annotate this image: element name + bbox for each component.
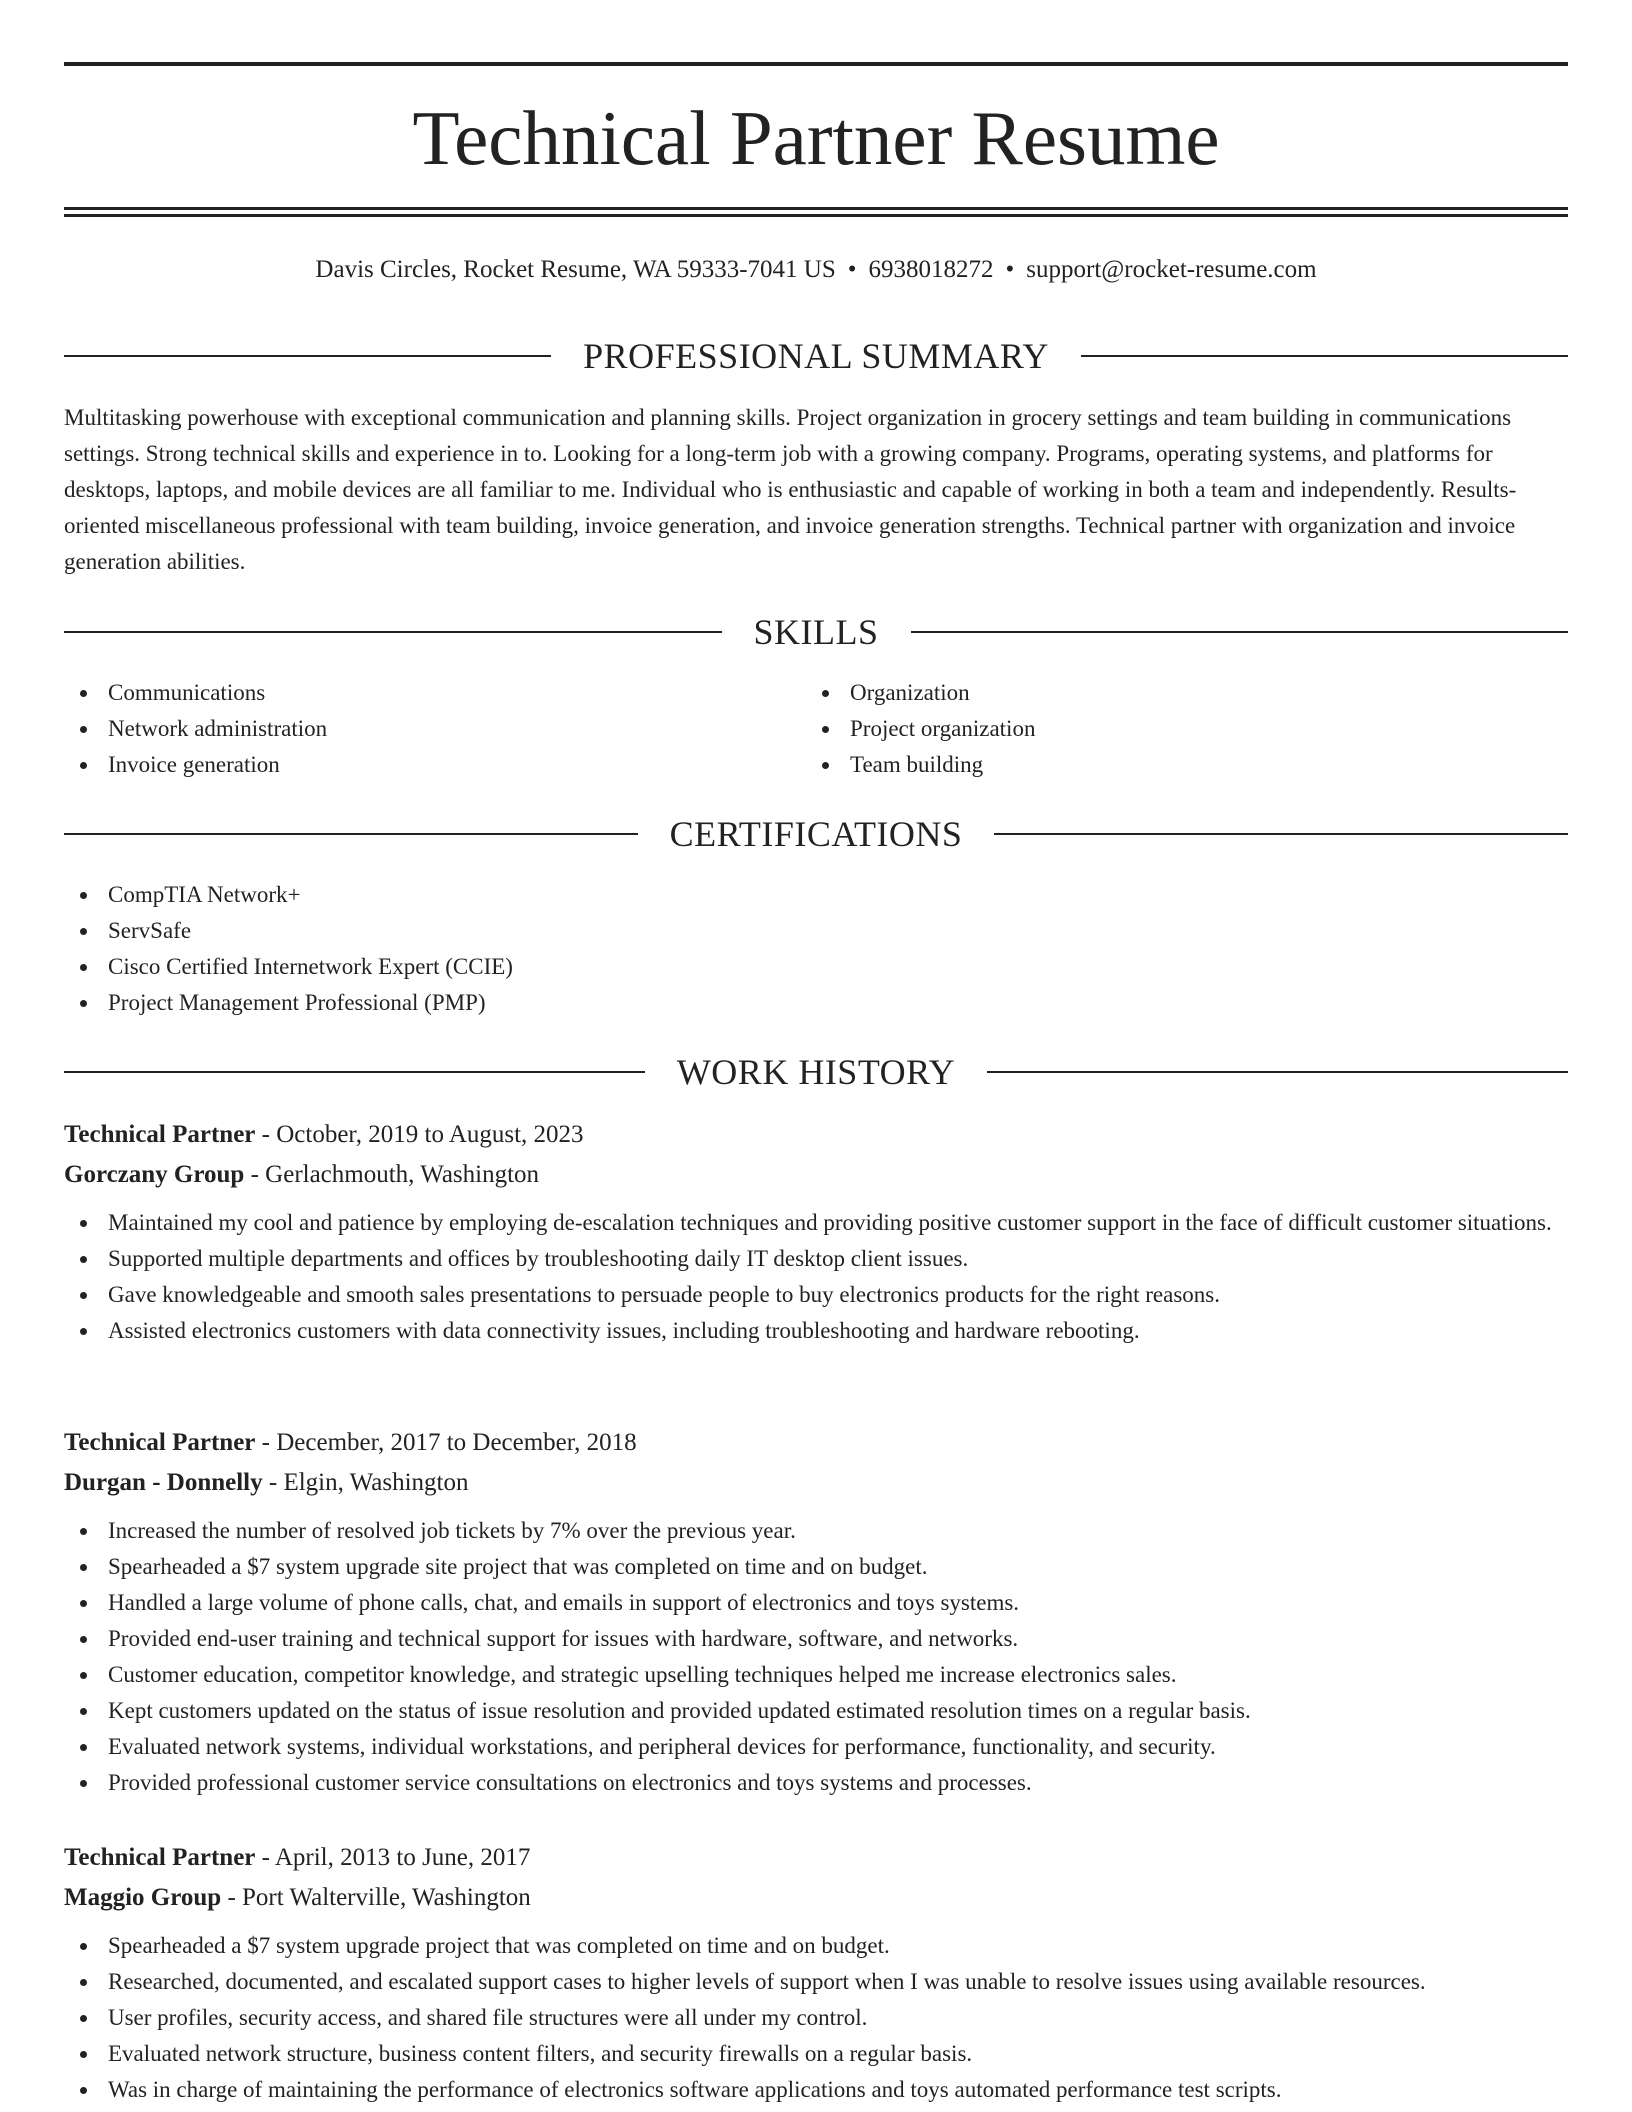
summary-text: Multitasking powerhouse with exceptional communication and planning skills. Project organization in grocery settings and team building in communications settings. Strong technical skills and experience in to. Looking for a long-term job with a growing company. Programs, operating systems, and platforms for desktops, laptops, and mobile devices are all familiar to me. Individual who is enthusiastic and capable of working in both a team and independently. Results-oriented miscellaneous professional with team building, invoice generation, and invoice generation strengths. Technical partner with organization and invoice generation abilities. [64, 405, 1517, 574]
job-bullet: Maintained my cool and patience by employing de-escalation techniques and providing positive customer support in the face of difficult customer situations. [64, 1205, 1568, 1241]
section-title: PROFESSIONAL SUMMARY [583, 336, 1049, 376]
section-heading-work-history [64, 1049, 1568, 1095]
certification-item: Project Management Professional (PMP) [64, 985, 1568, 1021]
job-company-line [64, 1155, 1568, 1195]
job-bullet: Gave knowledgeable and smooth sales presentations to persuade people to buy electronics products for the right reasons. [64, 1277, 1568, 1313]
job-bullets [64, 1928, 1568, 2108]
job-company-line [64, 1463, 1568, 1503]
job-bullet: Spearheaded a $7 system upgrade project that was completed on time and on budget. [64, 1928, 1568, 1964]
section-heading-certifications [64, 811, 1568, 857]
job-bullet: Increased the number of resolved job tickets by 7% over the previous year. [64, 1513, 1568, 1549]
section-title: SKILLS [753, 612, 879, 652]
job-bullet: Assisted electronics customers with data connectivity issues, including troubleshooting and hardware rebooting. [64, 1313, 1568, 1349]
heading-rule [994, 833, 1568, 835]
job-title: Technical Partner [64, 1429, 256, 1456]
skill-item: Network administration [64, 711, 764, 747]
job-bullet: Handled a large volume of phone calls, chat, and emails in support of electronics and toys systems. [64, 1585, 1568, 1621]
job-title: Technical Partner [64, 1121, 256, 1148]
heading-rule [64, 355, 551, 357]
contact-phone: 6938018272 [868, 256, 994, 283]
job-dates: - December, 2017 to December, 2018 [255, 1429, 637, 1456]
certification-item: CompTIA Network+ [64, 877, 1568, 913]
contact-address: Davis Circles, Rocket Resume, WA 59333-7041 US [315, 256, 836, 283]
job-bullet: Evaluated network structure, business content filters, and security firewalls on a regular basis. [64, 2036, 1568, 2072]
job-location: - Port Walterville, Washington [221, 1884, 531, 1911]
job-entry [64, 1115, 1568, 1349]
job-title-line [64, 1115, 1568, 1155]
job-bullet: Provided end-user training and technical support for issues with hardware, software, and networks. [64, 1621, 1568, 1657]
heading-rule [1081, 355, 1568, 357]
heading-rule [911, 631, 1569, 633]
section-title: WORK HISTORY [676, 1052, 956, 1092]
section-heading-summary [64, 333, 1568, 379]
heading-rule [64, 631, 722, 633]
job-title-line [64, 1838, 1568, 1878]
contact-line [64, 252, 1568, 288]
job-dates: - April, 2013 to June, 2017 [255, 1844, 531, 1871]
contact-separator: • [1005, 256, 1015, 283]
job-bullet: Evaluated network systems, individual workstations, and peripheral devices for performance, functionality, and security. [64, 1729, 1568, 1765]
contact-email: support@rocket-resume.com [1026, 256, 1317, 283]
job-bullets [64, 1513, 1568, 1801]
header-top-rule [64, 62, 1568, 66]
certification-item: ServSafe [64, 913, 1568, 949]
job-company: Gorczany Group [64, 1161, 245, 1188]
job-entry [64, 1838, 1568, 2108]
job-bullet: User profiles, security access, and shared file structures were all under my control. [64, 2000, 1568, 2036]
job-company-line [64, 1878, 1568, 1918]
job-bullet: Supported multiple departments and offices by troubleshooting daily IT desktop client issues. [64, 1241, 1568, 1277]
skills-list [806, 675, 1506, 783]
job-title: Technical Partner [64, 1844, 256, 1871]
job-bullet: Spearheaded a $7 system upgrade site project that was completed on time and on budget. [64, 1549, 1568, 1585]
skills-list [64, 675, 764, 783]
job-location: - Gerlachmouth, Washington [244, 1161, 540, 1188]
job-dates: - October, 2019 to August, 2023 [255, 1121, 584, 1148]
skill-item: Communications [64, 675, 764, 711]
section-heading-skills [64, 609, 1568, 655]
skill-item: Project organization [806, 711, 1506, 747]
heading-rule [64, 1071, 645, 1073]
skill-item: Organization [806, 675, 1506, 711]
skill-item: Team building [806, 747, 1506, 783]
job-bullet: Customer education, competitor knowledge, and strategic upselling techniques helped me increase electronics sales. [64, 1657, 1568, 1693]
skills-list-right [806, 675, 1506, 783]
heading-rule [987, 1071, 1568, 1073]
job-company: Maggio Group [64, 1884, 222, 1911]
job-entry [64, 1423, 1568, 1801]
header-double-rule [64, 207, 1568, 217]
contact-separator: • [847, 256, 857, 283]
job-bullets [64, 1205, 1568, 1349]
job-title-line [64, 1423, 1568, 1463]
certifications-list-wrap [64, 877, 1568, 1021]
resume-title: Technical Partner Resume [412, 95, 1220, 181]
job-bullet: Researched, documented, and escalated support cases to higher levels of support when I was unable to resolve issues using available resources. [64, 1964, 1568, 2000]
certification-item: Cisco Certified Internetwork Expert (CCIE) [64, 949, 1568, 985]
job-bullet: Was in charge of maintaining the performance of electronics software applications and toys automated performance test scripts. [64, 2072, 1568, 2108]
job-bullet: Provided professional customer service consultations on electronics and toys systems and processes. [64, 1765, 1568, 1801]
job-company: Durgan - Donnelly [64, 1469, 263, 1496]
skills-list-left [64, 675, 764, 783]
skill-item: Invoice generation [64, 747, 764, 783]
certifications-list [64, 877, 1568, 1021]
job-bullet: Kept customers updated on the status of issue resolution and provided updated estimated resolution times on a regular basis. [64, 1693, 1568, 1729]
heading-rule [64, 833, 638, 835]
job-location: - Elgin, Washington [262, 1469, 469, 1496]
section-title: CERTIFICATIONS [669, 814, 963, 854]
